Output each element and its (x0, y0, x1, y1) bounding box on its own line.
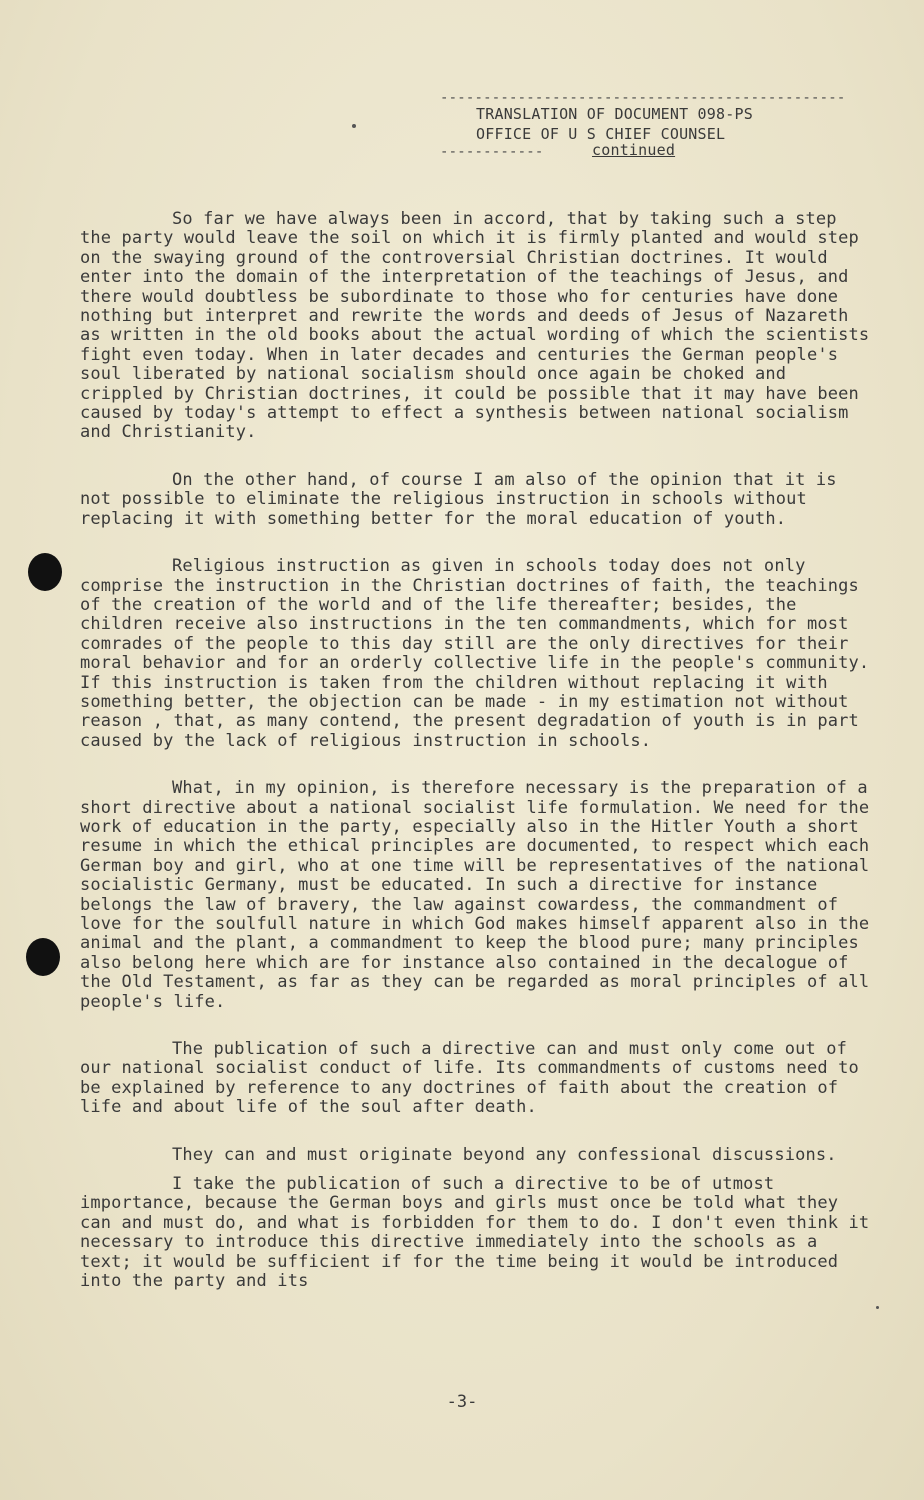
header-office: OFFICE OF U S CHIEF COUNSEL (476, 125, 726, 143)
paragraph: Religious instruction as given in schools today does not only comprise the instruction in the Christian doctrines of faith, the teachings of the creation of the world and of the life thereafter; besides, the children receive also instructions in the ten commandments, which for most comrades of the people to this day still are the only directives for their moral behavior and for an orderly collective life in the people's community. If this instruction is taken from the children without replacing it with something better, the objection can be made - in my estimation not without reason , that, as many contend, the present degradation of youth is in part caused by the lack of religious instruction in schools. (80, 556, 870, 751)
paragraph: On the other hand, of course I am also of the opinion that it is not possible to eliminate the religious instruction in schools without replacing it with something better for the moral education of youth. (80, 469, 837, 529)
paragraph: I take the publication of such a directive to be of utmost importance, because the German boys and girls must once be told what they can and must do, and what is forbidden for them to do. I don't even think it necessary to introduce this directive immediately into the schools as a text; it would be sufficient if for the time being it would be introduced into the party and its (80, 1174, 870, 1292)
document-body (80, 210, 870, 1320)
header-rule-top: ----------------------------------------------- (440, 92, 846, 104)
punch-hole-bottom (26, 938, 60, 976)
paragraph: They can and must originate beyond any confessional discussions. (172, 1144, 837, 1165)
header-title: TRANSLATION OF DOCUMENT 098-PS (476, 105, 753, 123)
paragraph: So far we have always been in accord, that by taking such a step the party would leave the soil on which it is firmly planted and would step on the swaying ground of the controversial Christian doctrines. It would enter into the domain of the interpretation of the teachings of Jesus, and there would doubtless be subordinate to those who for centuries have done nothing but interpret and rewrite the words and deeds of Jesus of Nazareth as written in the old books about the actual wording of which the scientists fight even today. When in later decades and centuries the German people's soul liberated by national socialism should once again be choked and crippled by Christian doctrines, it could be possible that it may have been caused by today's attempt to effect a synthesis between national socialism and Christianity. (80, 209, 870, 443)
page-number: -3- (446, 1392, 478, 1412)
header-continued: continued (592, 141, 676, 159)
document-header (440, 92, 880, 158)
ink-speck (876, 1306, 879, 1309)
punch-hole-top (28, 553, 62, 591)
ink-speck (352, 124, 356, 128)
header-rule-bottom: ------------ (440, 146, 544, 158)
paragraph: The publication of such a directive can and must only come out of our national socialist conduct of life. Its commandments of customs need to be explained by reference to any doctrines of faith about the creation of life and about life of the soul after death. (80, 1039, 859, 1118)
paragraph: What, in my opinion, is therefore necessary is the preparation of a short directive about a national socialist life formulation. We need for the work of education in the party, especially also in the Hitler Youth a short resume in which the ethical principles are documented, to respect which each German boy and girl, who at one time will be representatives of the national socialistic Germany, must be educated. In such a directive for instance belongs the law of bravery, the law against cowardess, the commandment of love for the soulfull nature in which God makes himself apparent also in the animal and the plant, a commandment to keep the blood pure; many principles also belong here which are for instance also contained in the decalogue of the Old Testament, as far as they can be regarded as moral principles of all people's life. (80, 778, 870, 1012)
